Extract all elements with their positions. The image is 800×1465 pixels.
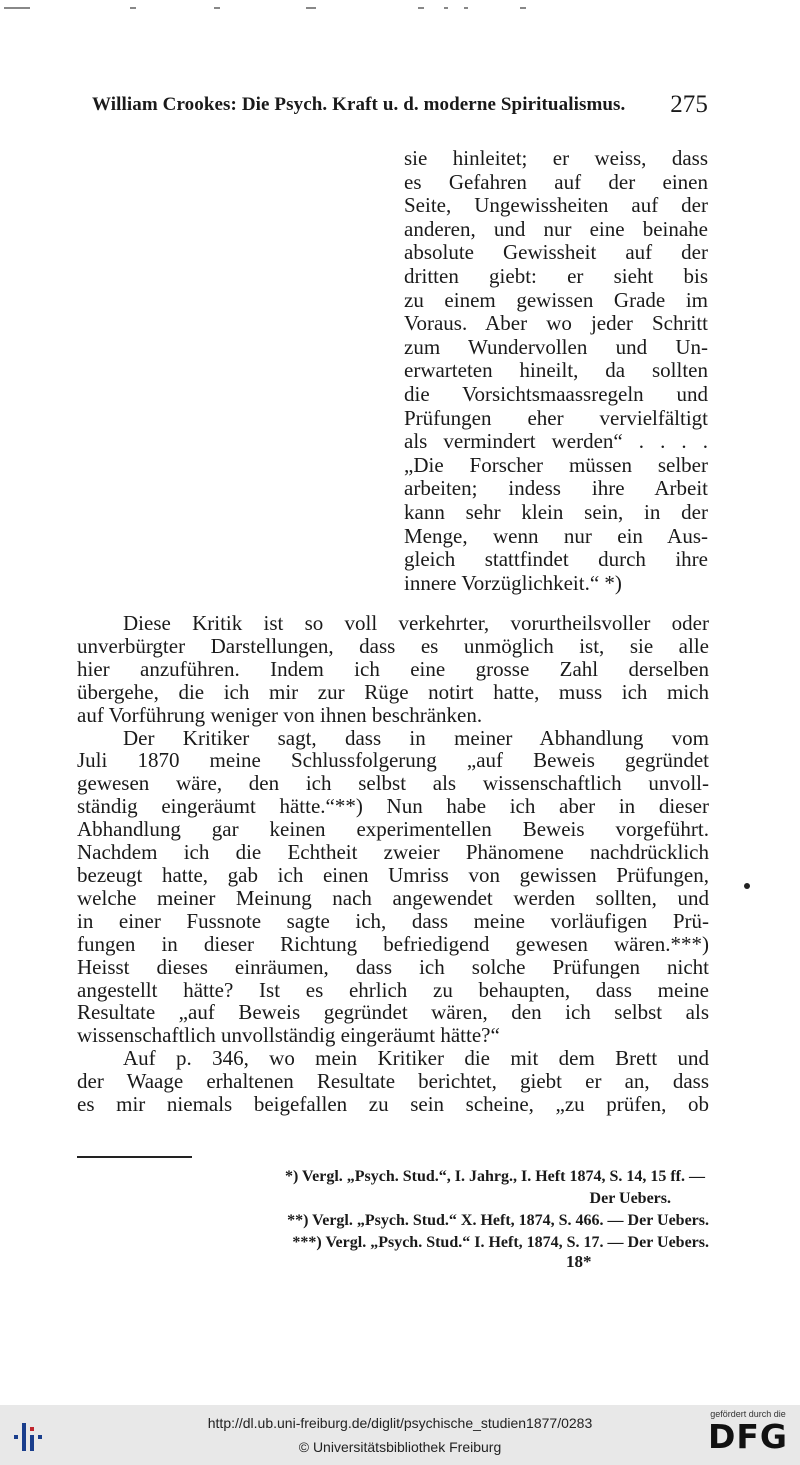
body-line: in einer Fussnote sagte ich, dass meine vorläufigen Prü-: [77, 908, 709, 933]
quote-line: sie hinleitet; er weiss, dass: [404, 146, 708, 170]
quote-line: kann sehr klein sein, in der: [404, 499, 708, 524]
page-number: 275: [670, 91, 708, 118]
body-line: Diese Kritik ist so voll verkehrter, vorurtheilsvoller oder: [123, 611, 709, 635]
quote-line: Seite, Ungewissheiten auf der: [404, 193, 708, 218]
body-line: gewesen wäre, den ich selbst als wissenschaftlich unvoll-: [77, 771, 709, 796]
running-header: [92, 91, 708, 124]
quote-line: als vermindert werden“ . . . .: [404, 429, 708, 454]
body-line: welche meiner Meinung nach angewendet werden sollten, und: [77, 885, 709, 910]
copyright-notice: © Universitätsbibliothek Freiburg: [298, 1439, 502, 1455]
ink-speck: [744, 883, 750, 889]
quote-line: es Gefahren auf der einen: [404, 169, 708, 194]
quote-line: zu einem gewissen Grade im: [404, 287, 708, 312]
footnote-rule: [77, 1156, 192, 1158]
footnote-2: **) Vergl. „Psych. Stud.“ X. Heft, 1874, S. 466. — Der Uebers.: [287, 1212, 709, 1229]
quote-line: erwarteten hineilt, da sollten: [404, 358, 708, 383]
footnote-1-attribution: Der Uebers.: [589, 1190, 671, 1207]
viewer-footer: [0, 1405, 800, 1465]
body-line: der Waage erhaltenen Resultate berichtet, giebt er an, dass: [77, 1069, 709, 1094]
quote-line: dritten giebt: er sieht bis: [404, 263, 708, 288]
body-line: fungen in dieser Richtung befriedigend gewesen wären.***): [77, 931, 709, 956]
scan-edge-marks: [0, 4, 800, 16]
body-line: ständig eingeräumt hätte.“**) Nun habe ich aber in dieser: [77, 794, 709, 819]
quote-line: die Vorsichtsmaassregeln und: [404, 381, 708, 406]
quote-line: „Die Forscher müssen selber: [404, 452, 708, 477]
body-line: Der Kritiker sagt, dass in meiner Abhandlung vom: [123, 725, 709, 750]
body-line: übergehe, die ich mir zur Rüge notirt hatte, muss ich mich: [77, 679, 709, 704]
funding-note: gefördert durch die: [710, 1409, 786, 1419]
quote-line: arbeiten; indess ihre Arbeit: [404, 476, 708, 501]
body-line: Nachdem ich die Echtheit zweier Phänomene nachdrücklich: [77, 840, 709, 865]
body-line: hier anzuführen. Indem ich eine grosse Zahl derselben: [77, 656, 709, 681]
body-line: es mir niemals beigefallen zu sein scheine, „zu prüfen, ob: [77, 1092, 709, 1117]
quote-line: innere Vorzüglichkeit.“ *): [404, 570, 622, 595]
quote-line: Voraus. Aber wo jeder Schritt: [404, 311, 708, 336]
quote-line: zum Wundervollen und Un-: [404, 334, 708, 359]
body-line: Juli 1870 meine Schlussfolgerung „auf Beweis gegründet: [77, 748, 709, 773]
quote-line: Menge, wenn nur ein Aus-: [404, 523, 708, 548]
footnotes: [77, 1166, 709, 1254]
permalink-url[interactable]: http://dl.ub.uni-freiburg.de/diglit/psychische_studien1877/0283: [207, 1415, 593, 1431]
body-line: unverbürgter Darstellungen, dass es unmöglich ist, sie alle: [77, 633, 709, 658]
footnote-1: *) Vergl. „Psych. Stud.“, I. Jahrg., I. Heft 1874, S. 14, 15 ff. —: [284, 1168, 705, 1185]
body-line: angestellt hätte? Ist es ehrlich zu behaupten, dass meine: [77, 977, 709, 1002]
dfg-logo-text: DFG: [707, 1417, 789, 1456]
quote-line: absolute Gewissheit auf der: [404, 240, 708, 265]
signature-mark: 18*: [566, 1252, 592, 1271]
body-line: bezeugt hatte, gab ich einen Umriss von gewissen Prüfungen,: [77, 862, 709, 887]
quote-line: gleich stattfindet durch ihre: [404, 547, 708, 572]
quote-line: Prüfungen eher vervielfältigt: [404, 405, 708, 430]
body-line: Abhandlung gar keinen experimentellen Beweis vorgeführt.: [77, 817, 709, 842]
body-line: wissenschaftlich unvollständig eingeräumt hätte?“: [77, 1023, 500, 1048]
dfg-logo: [704, 1409, 792, 1461]
body-line: auf Vorführung weniger von ihnen beschränken.: [77, 702, 483, 727]
body-text: [77, 612, 709, 1116]
body-line: Heisst dieses einräumen, dass ich solche Prüfungen nicht: [77, 954, 709, 979]
body-line: Auf p. 346, wo mein Kritiker die mit dem Brett und: [123, 1046, 709, 1071]
quote-column: [404, 147, 708, 595]
running-title: William Crookes: Die Psych. Kraft u. d. moderne Spiritualismus.: [92, 94, 626, 115]
body-line: Resultate „auf Beweis gegründet wären, den ich selbst als: [77, 1000, 709, 1025]
quote-line: anderen, und nur eine beinahe: [404, 216, 708, 241]
footnote-3: ***) Vergl. „Psych. Stud.“ I. Heft, 1874, S. 17. — Der Uebers.: [292, 1234, 709, 1251]
